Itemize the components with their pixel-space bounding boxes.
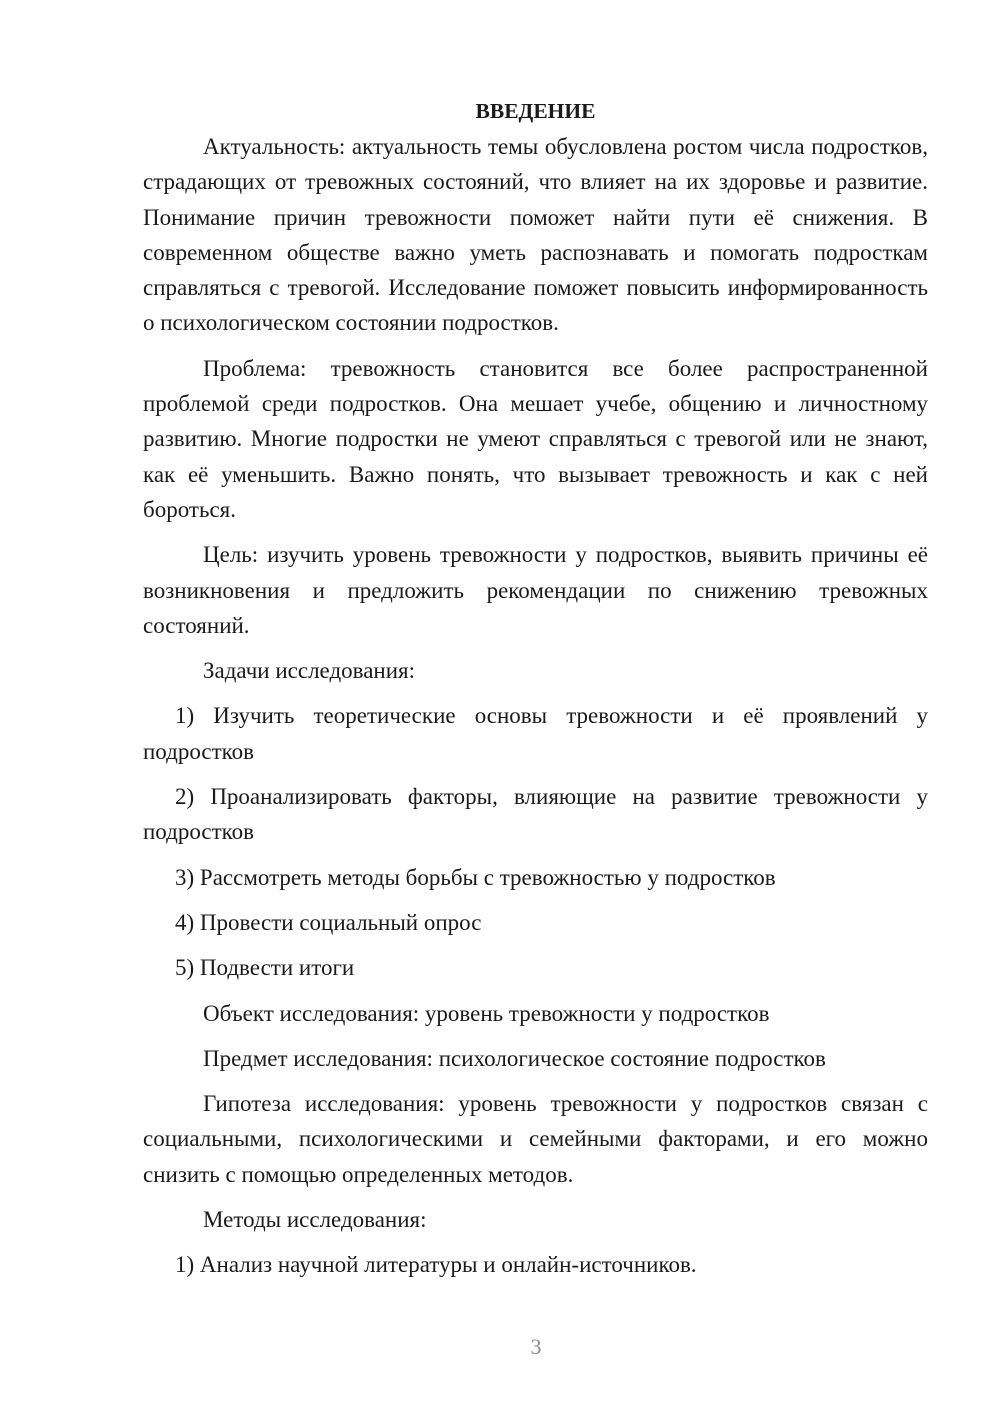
section-title: ВВЕДЕНИЕ	[475, 99, 596, 123]
page-number: 3	[530, 1334, 542, 1359]
method-item: 1) Анализ научной литературы и онлайн-источников.	[175, 1252, 697, 1278]
tasks-heading: Задачи исследования:	[203, 658, 416, 684]
task-item: 5) Подвести итоги	[175, 955, 355, 981]
object-line: Объект исследования: уровень тревожности у подростков	[203, 1000, 770, 1026]
task-item: 1) Изучить теоретические основы тревожности и её проявлений у подростков	[143, 703, 928, 764]
relevance-paragraph: Актуальность: актуальность темы обусловлена ростом числа подростков, страдающих от тревожных состояний, что влияет на их здоровье и развитие. Понимание причин тревожности поможет найти пути её снижения. В современном обществе важно уметь распознавать и помогать подросткам справляться с тревогой. Исследование поможет повысить информированность о психологическом состоянии подростков.	[143, 134, 928, 336]
hypothesis-paragraph: Гипотеза исследования: уровень тревожности у подростков связан с социальными, психологическими и семейными факторами, и его можно снизить с помощью определенных методов.	[143, 1091, 928, 1187]
document-body	[143, 94, 928, 1293]
methods-heading: Методы исследования:	[203, 1207, 427, 1233]
task-item: 2) Проанализировать факторы, влияющие на развитие тревожности у подростков	[143, 784, 928, 845]
task-item: 3) Рассмотреть методы борьбы с тревожностью у подростков	[175, 864, 776, 890]
subject-line: Предмет исследования: психологическое состояние подростков	[203, 1045, 826, 1071]
task-item: 4) Провести социальный опрос	[175, 909, 482, 935]
problem-paragraph: Проблема: тревожность становится все более распространенной проблемой среди подростков. Она мешает учебе, общению и личностному развитию. Многие подростки не умеют справляться с тревогой или не знают, как её уменьшить. Важно понять, что вызывает тревожность и как с ней бороться.	[143, 355, 928, 522]
goal-paragraph: Цель: изучить уровень тревожности у подростков, выявить причины её возникновения и предложить рекомендации по снижению тревожных состояний.	[143, 542, 928, 638]
